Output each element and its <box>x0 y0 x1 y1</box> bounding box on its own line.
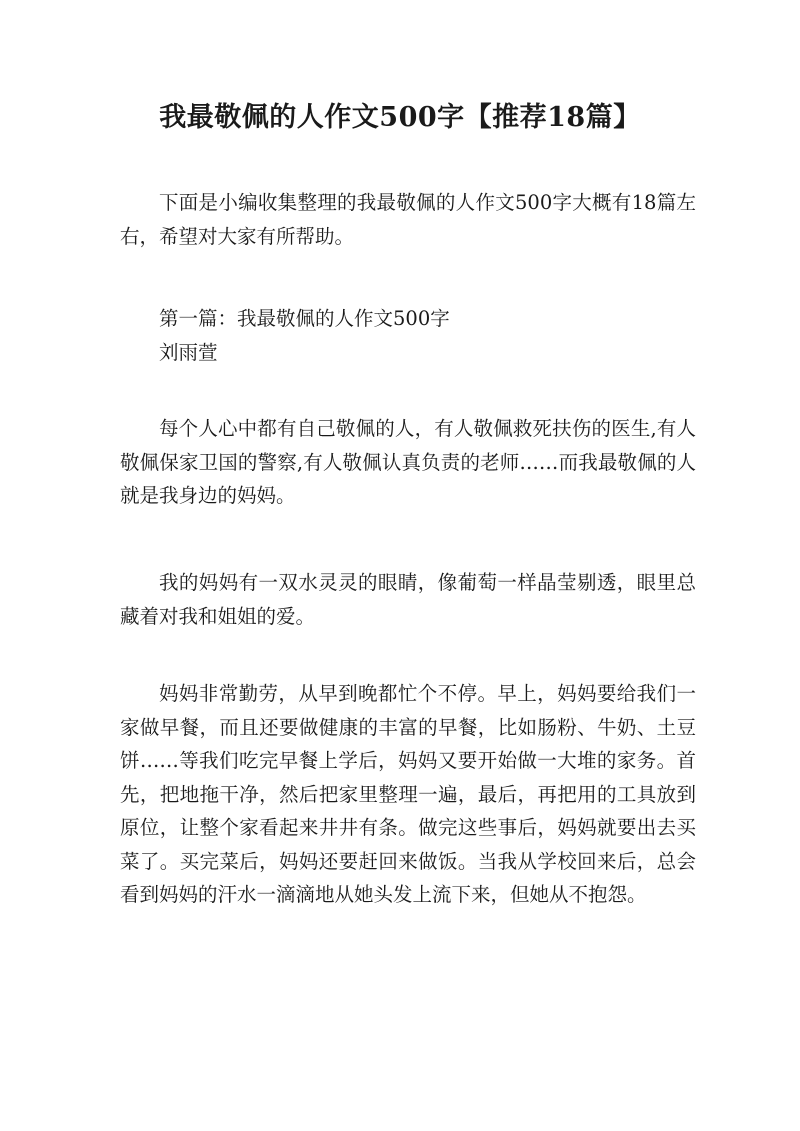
section-author: 刘雨萱 <box>159 340 218 364</box>
section-heading: 第一篇：我最敬佩的人作文500字 <box>159 307 450 330</box>
intro-block <box>120 186 696 253</box>
intro-paragraph: 下面是小编收集整理的我最敬佩的人作文500字大概有18篇左右，希望对大家有所帮助。 <box>120 191 696 248</box>
body-paragraph: 我的妈妈有一双水灵灵的眼睛，像葡萄一样晶莹剔透，眼里总藏着对我和姐姐的爱。 <box>120 571 696 628</box>
document-title: 我最敬佩的人作文500字【推荐18篇】 <box>159 102 641 133</box>
body-paragraph: 每个人心中都有自己敬佩的人，有人敬佩救死扶伤的医生,有人敬佩保家卫国的警察,有人敬佩认真负责的老师……而我最敬佩的人就是我身边的妈妈。 <box>120 417 696 507</box>
body-paragraph-block <box>120 677 696 912</box>
body-paragraph-block <box>120 412 696 513</box>
body-paragraph: 妈妈非常勤劳，从早到晚都忙个不停。早上，妈妈要给我们一家做早餐，而且还要做健康的丰富的早餐，比如肠粉、牛奶、土豆饼……等我们吃完早餐上学后，妈妈又要开始做一大堆的家务。首先，把地拖干净，然后把家里整理一遍，最后，再把用的工具放到原位，让整个家看起来井井有条。做完这些事后，妈妈就要出去买菜了。买完菜后，妈妈还要赶回来做饭。当我从学校回来后，总会看到妈妈的汗水一滴滴地从她头发上流下来，但她从不抱怨。 <box>120 682 696 906</box>
section-heading-block <box>120 302 696 369</box>
body-paragraph-block <box>120 566 696 633</box>
